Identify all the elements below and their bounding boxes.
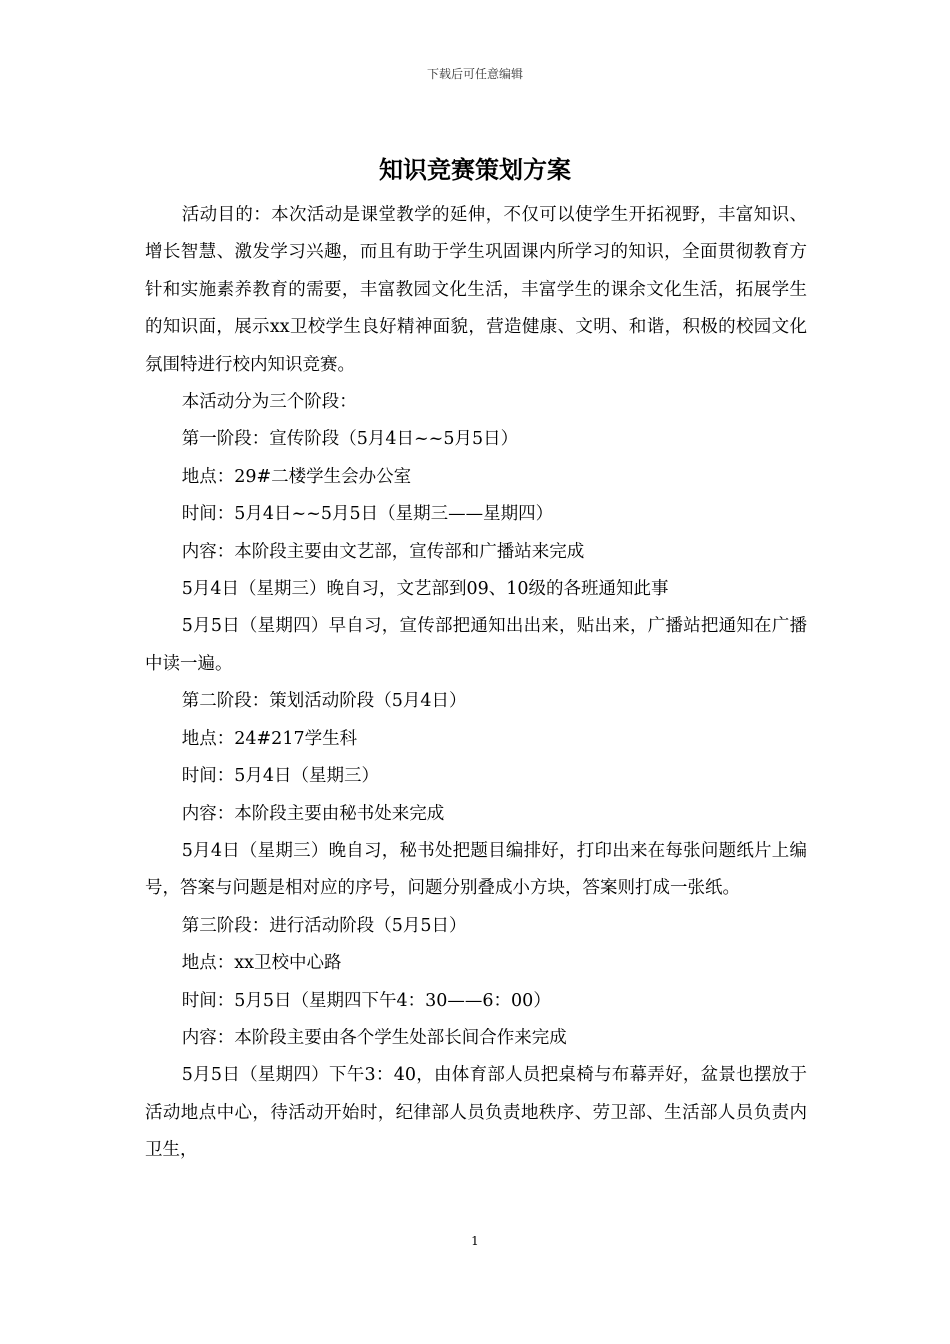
paragraph-stage2-detail: 5月4日（星期三）晚自习，秘书处把题目编排好，打印出来在每张问题纸片上编号，答案与问题是相对应的序号，问题分别叠成小方块，答案则打成一张纸。: [145, 840, 807, 899]
paragraph-stage2-content: 内容：本阶段主要由秘书处来完成: [181, 803, 445, 824]
paragraph-stage3-location: 地点：xx卫校中心路: [181, 953, 342, 974]
document-title: 知识竞赛策划方案: [379, 156, 571, 184]
paragraph-stage3-time: 时间：5月5日（星期四下午4：30——6：00）: [181, 990, 551, 1011]
page-number: 1: [471, 1234, 479, 1248]
paragraph-stage1-location: 地点：29#二楼学生会办公室: [181, 466, 412, 487]
paragraph-purpose: 活动目的：本次活动是课堂教学的延伸，不仅可以使学生开拓视野，丰富知识、增长智慧、激发学习兴趣，而且有助于学生巩固课内所学习的知识，全面贯彻教育方针和实施素养教育的需要，丰富教园文化生活，丰富学生的课余文化生活，拓展学生的知识面，展示xx卫校学生良好精神面貌，营造健康、文明、和谐，积极的校园文化氛围特进行校内知识竞赛。: [145, 205, 807, 375]
paragraph-stage1-content: 内容：本阶段主要由文艺部，宣传部和广播站来完成: [181, 541, 585, 562]
document-body: [145, 197, 807, 1170]
paragraph-stage2-location: 地点：24#217学生科: [181, 728, 358, 749]
page-header-note: 下载后可任意编辑: [426, 67, 523, 81]
paragraph-stage3-detail: 5月5日（星期四）下午3：40，由体育部人员把桌椅与布幕弄好，盆景也摆放于活动地点中心，待活动开始时，纪律部人员负责地秩序、劳卫部、生活部人员负责内卫生，: [145, 1065, 807, 1161]
paragraph-stage2-time: 时间：5月4日（星期三）: [181, 766, 380, 787]
paragraph-stage1-heading: 第一阶段：宣传阶段（5月4日~~5月5日）: [181, 429, 519, 450]
paragraph-stage1-detail-1: 5月4日（星期三）晚自习，文艺部到09、10级的各班通知此事: [181, 579, 669, 600]
paragraph-stage2-heading: 第二阶段：策划活动阶段（5月4日）: [181, 691, 467, 712]
paragraph-stage3-heading: 第三阶段：进行活动阶段（5月5日）: [181, 915, 467, 936]
paragraph-stage3-content: 内容：本阶段主要由各个学生处部长间合作来完成: [181, 1027, 567, 1048]
paragraph-stage1-detail-2: 5月5日（星期四）早自习，宣传部把通知出出来，贴出来，广播站把通知在广播中读一遍。: [145, 616, 807, 674]
paragraph-stage1-time: 时间：5月4日~~5月5日（星期三——星期四）: [181, 504, 554, 525]
paragraph-stages-intro: 本活动分为三个阶段：: [181, 392, 357, 413]
